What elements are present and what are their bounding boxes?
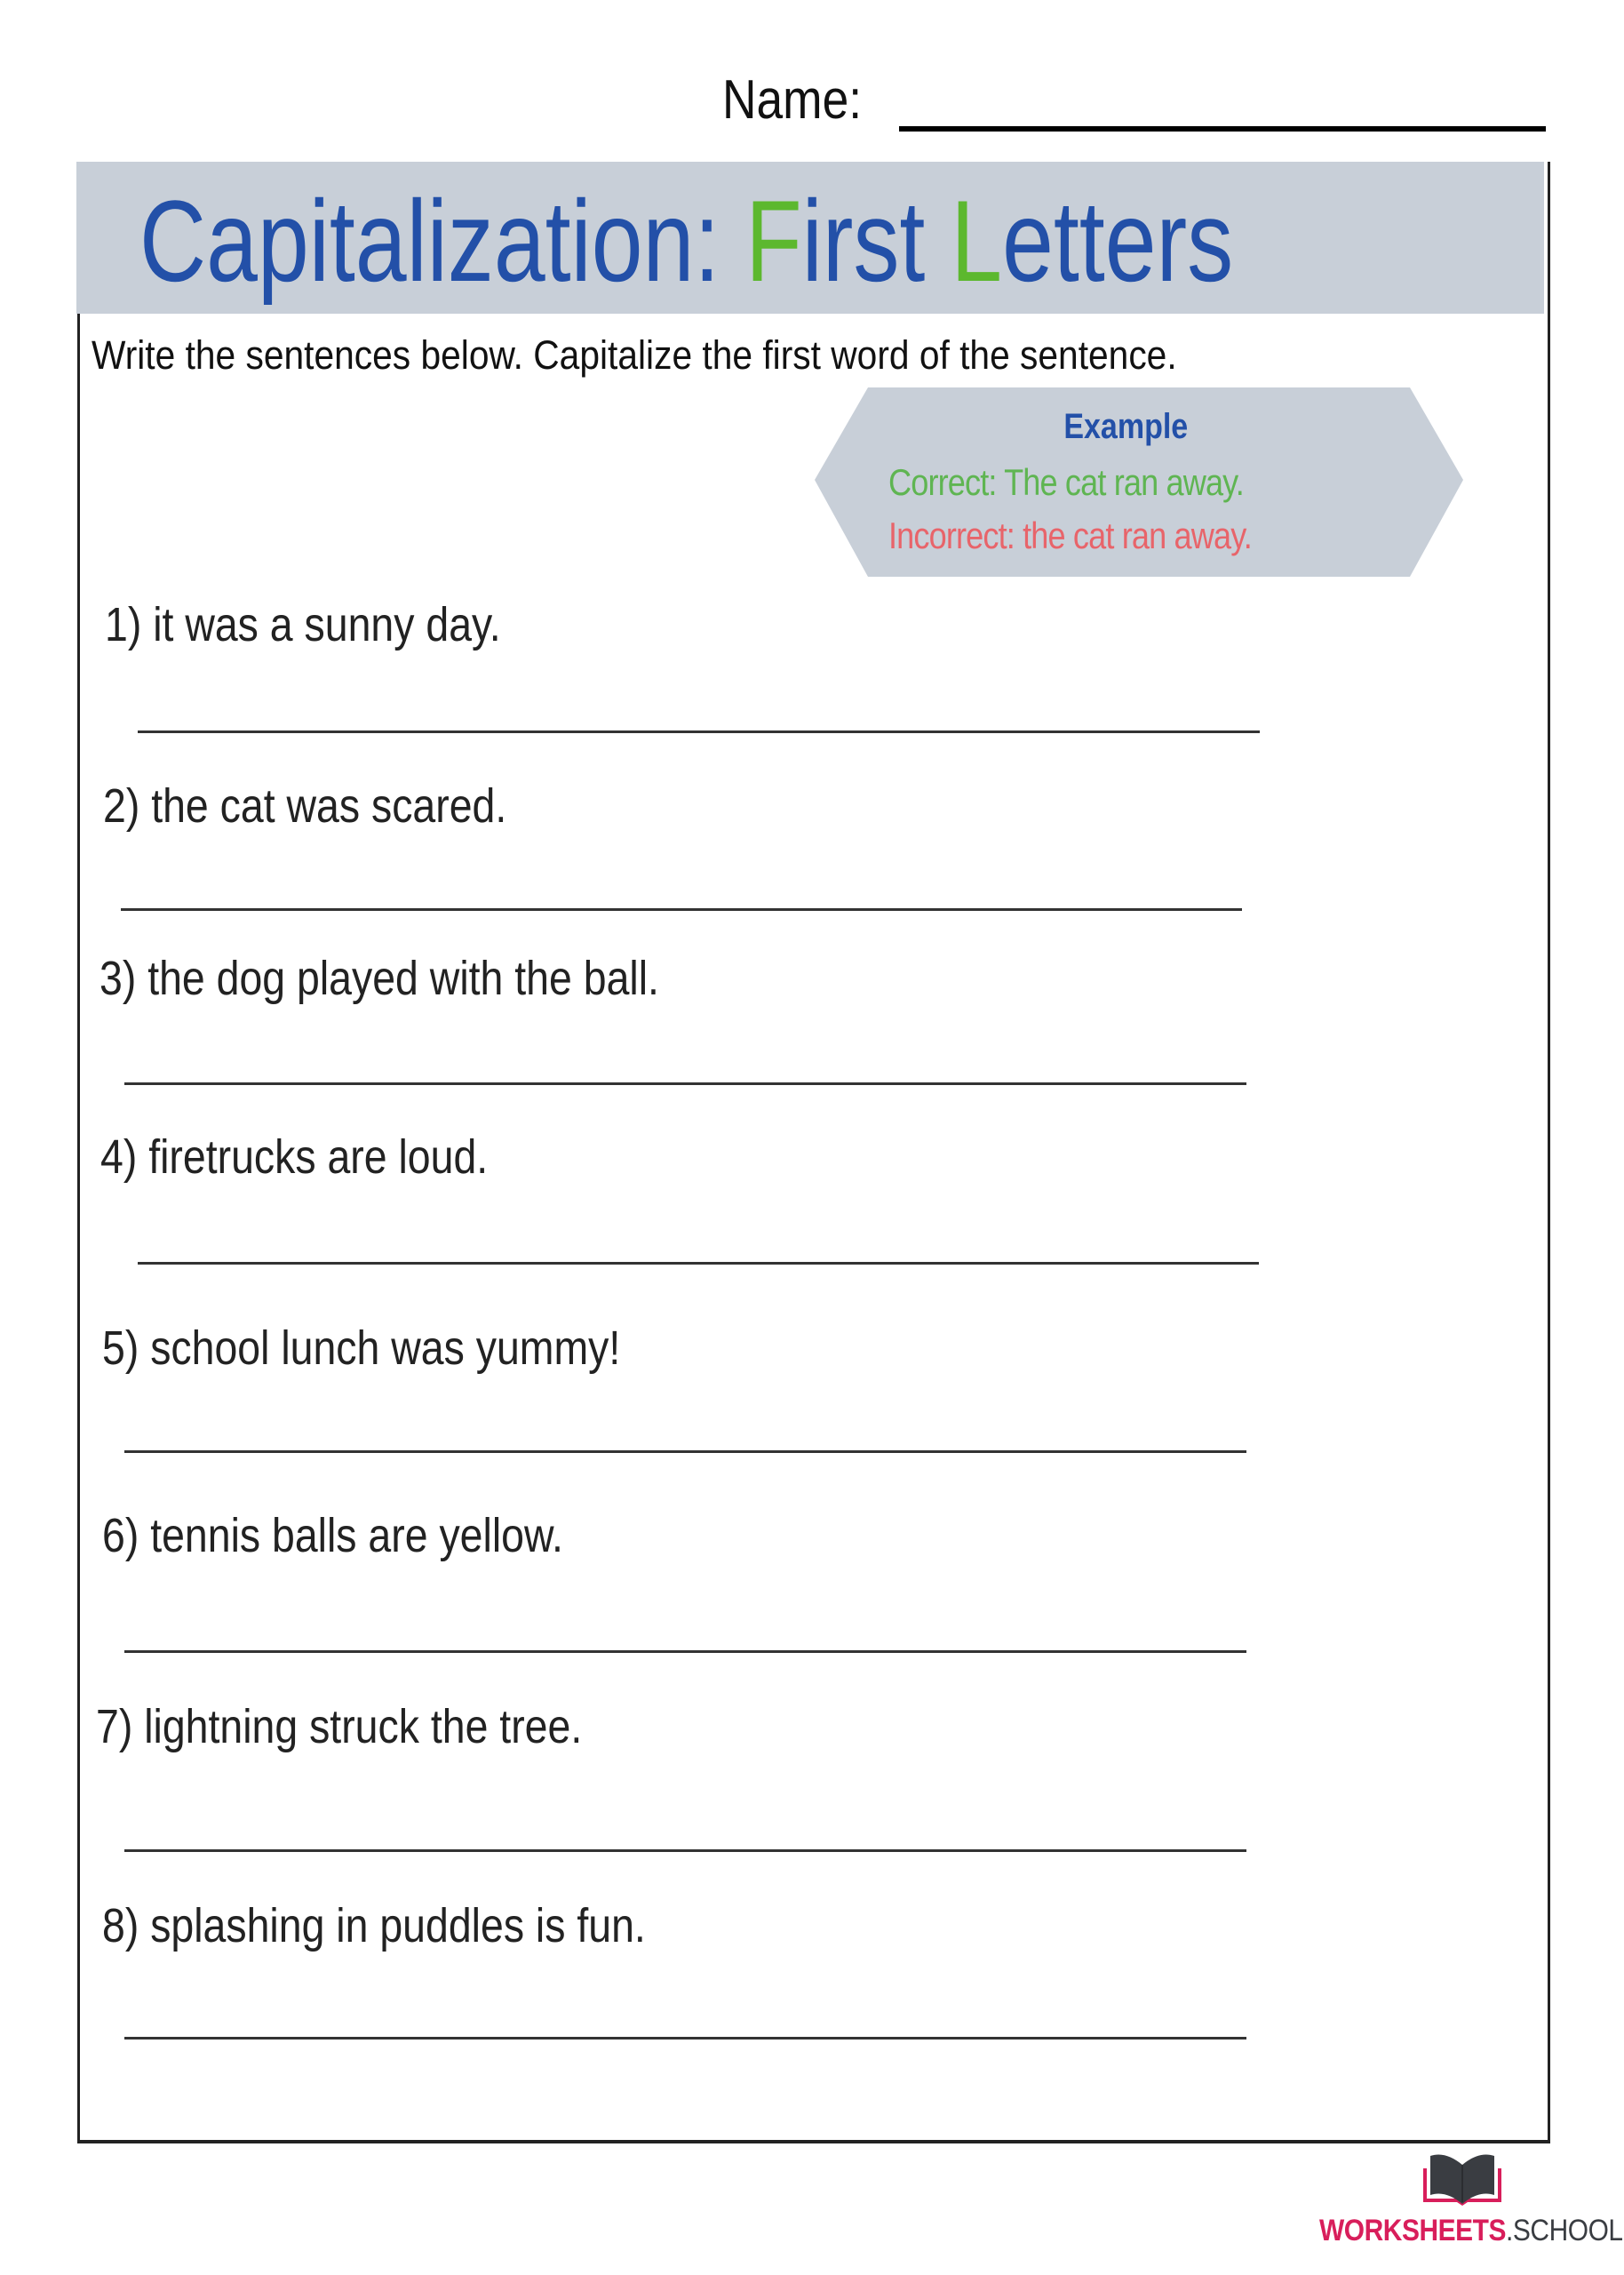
title-accent-l: L: [951, 176, 1003, 306]
exercise-item-1: 1) it was a sunny day.: [105, 598, 501, 651]
exercise-item-5: 5) school lunch was yummy!: [102, 1321, 621, 1375]
exercise-item-7: 7) lightning struck the tree.: [96, 1700, 583, 1753]
title-part-capitalization: Capitalization:: [139, 176, 746, 306]
answer-line-1[interactable]: [138, 730, 1260, 733]
name-label: Name:: [722, 69, 863, 131]
example-incorrect: Incorrect: the cat ran away.: [888, 515, 1252, 556]
brand-suffix: .SCHOOL: [1506, 2214, 1623, 2247]
example-heading: [815, 404, 1437, 449]
title-accent-f: F: [745, 176, 802, 306]
title-rest-first: irst: [801, 176, 951, 306]
title-rest-letters: etters: [1002, 176, 1234, 306]
open-book-icon: [1421, 2151, 1503, 2207]
exercise-item-6: 6) tennis balls are yellow.: [102, 1509, 563, 1562]
answer-line-3[interactable]: [124, 1082, 1246, 1085]
brand-name: WORKSHEETS: [1319, 2214, 1507, 2247]
answer-line-4[interactable]: [138, 1262, 1259, 1265]
exercise-item-2: 2) the cat was scared.: [103, 779, 507, 833]
answer-line-7[interactable]: [124, 1849, 1246, 1852]
brand-logo: [1319, 2213, 1623, 2248]
answer-line-8[interactable]: [124, 2037, 1246, 2040]
exercise-item-8: 8) splashing in puddles is fun.: [102, 1899, 646, 1952]
answer-line-2[interactable]: [121, 908, 1242, 911]
example-heading-text: Example: [1063, 407, 1188, 446]
answer-line-6[interactable]: [124, 1650, 1246, 1653]
example-correct: Correct: The cat ran away.: [888, 461, 1244, 503]
page-title: [139, 174, 1233, 307]
answer-line-5[interactable]: [124, 1450, 1246, 1453]
name-input-line[interactable]: [899, 126, 1546, 132]
exercise-item-3: 3) the dog played with the ball.: [100, 952, 659, 1005]
instructions-text: Write the sentences below. Capitalize the first word of the sentence.: [92, 332, 1177, 378]
exercise-item-4: 4) firetrucks are loud.: [100, 1130, 489, 1184]
